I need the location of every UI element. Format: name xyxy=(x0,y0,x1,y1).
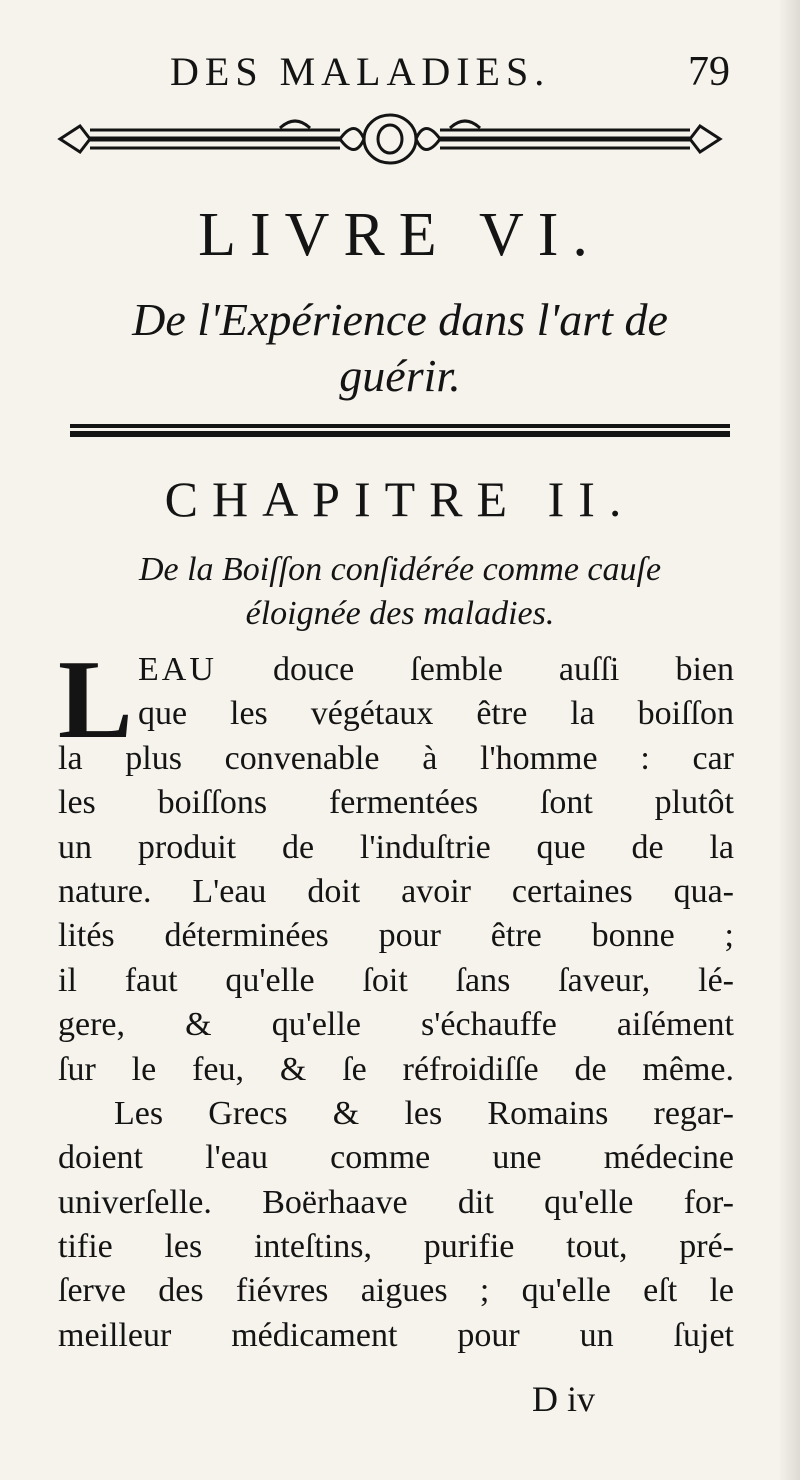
text-line: Les Grecs & les Romains regar- xyxy=(114,1094,734,1132)
text-line: la plus convenable à l'homme : car xyxy=(58,739,734,777)
text-line-rest: douce ſemble auſſi bien xyxy=(273,651,734,688)
book-subtitle-line: De l'Expérience dans l'art de xyxy=(132,294,668,345)
book-subtitle xyxy=(60,292,740,404)
text-line: que les végétaux être la boiſſon xyxy=(138,695,734,733)
first-word: EAU xyxy=(138,651,217,688)
page-number: 79 xyxy=(688,49,730,95)
book-subtitle-line: guérir. xyxy=(339,350,461,401)
text-line: lités déterminées pour être bonne ; xyxy=(58,917,734,955)
catchword: D iv xyxy=(532,1379,595,1419)
book-title: LIVRE VI. xyxy=(198,201,602,269)
text-line: tifie les inteſtins, purifie tout, pré- xyxy=(58,1228,734,1266)
header-ornament xyxy=(50,108,730,170)
text-line: gere, & qu'elle s'échauffe aiſément xyxy=(58,1006,734,1044)
text-line: meilleur médicament pour un ſujet xyxy=(58,1316,734,1354)
drop-cap: L xyxy=(58,638,133,762)
chapter-title: CHAPITRE II. xyxy=(164,471,636,527)
chapter-subtitle xyxy=(50,548,750,636)
text-line: doient l'eau comme une médecine xyxy=(58,1139,734,1177)
text-line: ſerve des fiévres aigues ; qu'elle eſt le xyxy=(58,1272,734,1310)
chapter-subtitle-line: De la Boiſſon conſidérée comme cauſe xyxy=(138,551,662,588)
chapter-subtitle-line: éloignée des maladies. xyxy=(245,595,555,632)
text-line: un produit de l'induſtrie que de la xyxy=(58,828,734,866)
text-line: il faut qu'elle ſoit ſans ſaveur, lé- xyxy=(58,961,734,999)
text-line xyxy=(58,648,734,692)
section-rule xyxy=(70,420,730,442)
body-text xyxy=(58,638,734,1358)
text-line: nature. L'eau doit avoir certaines qua- xyxy=(58,872,734,910)
text-line: univerſelle. Boërhaave dit qu'elle for- xyxy=(58,1183,734,1221)
running-head: DES MALADIES. xyxy=(170,49,551,94)
text-line: ſur le feu, & ſe réfroidiſſe de même. xyxy=(58,1050,734,1088)
page-header xyxy=(170,48,730,98)
text-line: les boiſſons fermentées ſont plutôt xyxy=(58,784,734,822)
